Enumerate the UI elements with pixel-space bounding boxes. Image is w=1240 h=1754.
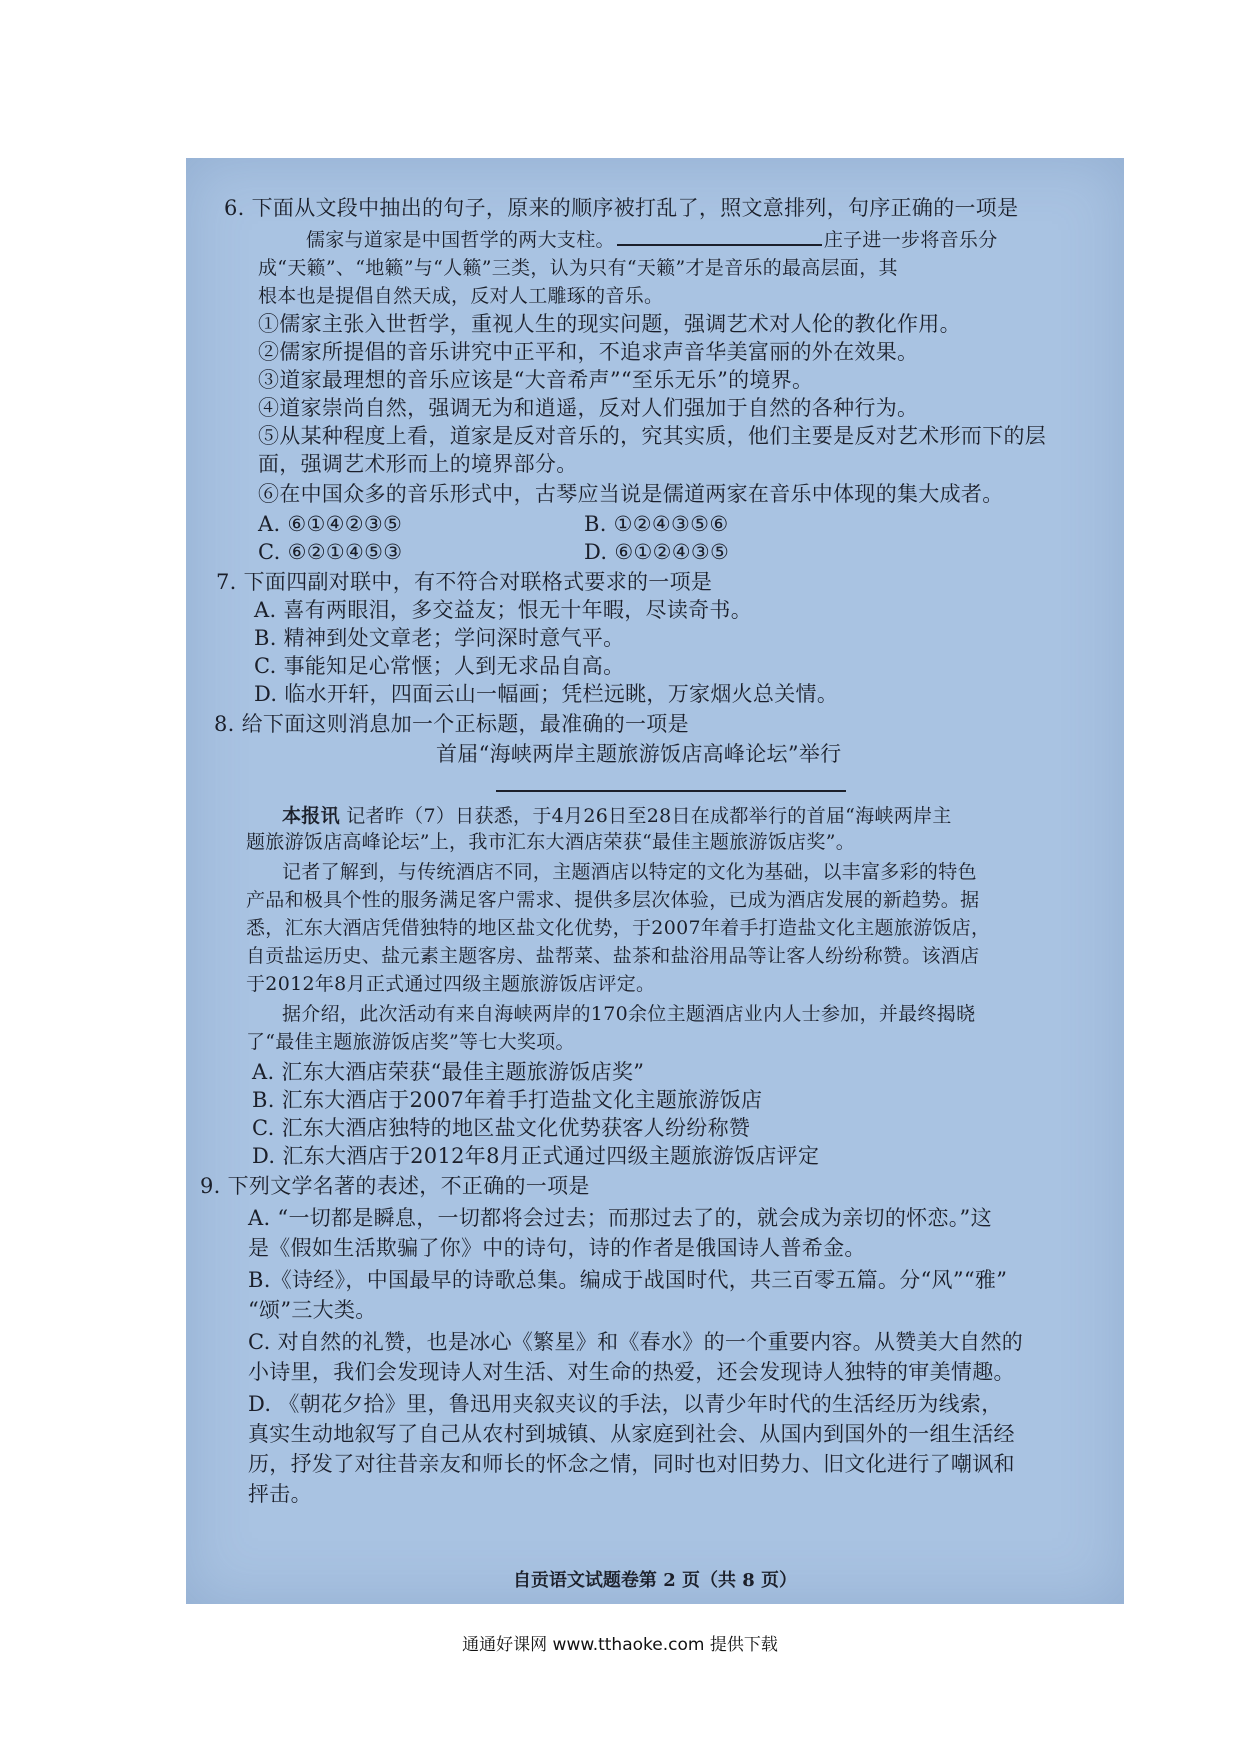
q9-option-d2: 真实生动地叙写了自己从农村到城镇、从家庭到社会、从国内到国外的一组生活经 bbox=[248, 1422, 1015, 1446]
q8-news-p3b: 了“最佳主题旅游饭店奖”等七大奖项。 bbox=[246, 1031, 575, 1053]
q6-option-b: B. ①②④③⑤⑥ bbox=[584, 512, 729, 536]
q6-answer-blank bbox=[617, 224, 822, 246]
q6-sentence-4: ④道家崇尚自然，强调无为和逍遥，反对人们强加于自然的各种行为。 bbox=[258, 396, 919, 420]
q9-option-d3: 历，抒发了对往昔亲友和师长的怀念之情，同时也对旧势力、旧文化进行了嘲讽和 bbox=[248, 1452, 1015, 1476]
exam-sheet bbox=[186, 158, 1124, 1604]
q9-option-c1: C. 对自然的礼赞，也是冰心《繁星》和《春水》的一个重要内容。从赞美大自然的 bbox=[248, 1330, 1024, 1354]
q6-option-c: C. ⑥②①④⑤③ bbox=[258, 540, 403, 564]
q6-passage-a: 儒家与道家是中国哲学的两大支柱。 bbox=[306, 229, 615, 251]
q6-sentence-6: ⑥在中国众多的音乐形式中，古琴应当说是儒道两家在音乐中体现的集大成者。 bbox=[258, 482, 1004, 506]
q8-title-blank bbox=[496, 790, 846, 792]
q6-option-a: A. ⑥①④②③⑤ bbox=[258, 512, 403, 536]
q9-option-a1: A. “一切都是瞬息，一切都将会过去；而那过去了的，就会成为亲切的怀恋。”这 bbox=[248, 1206, 992, 1230]
q6-sentence-2: ②儒家所提倡的音乐讲究中正平和，不追求声音华美富丽的外在效果。 bbox=[258, 340, 919, 364]
q7-option-b: B. 精神到处文章老；学问深时意气平。 bbox=[254, 626, 625, 650]
q9-option-b1: B.《诗经》，中国最早的诗歌总集。编成于战国时代，共三百零五篇。分“风”“雅” bbox=[248, 1268, 1008, 1292]
q9-stem: 9. 下列文学名著的表述，不正确的一项是 bbox=[200, 1174, 590, 1198]
q6-passage-line2: 成“天籁”、“地籁”与“人籁”三类，认为只有“天籁”才是音乐的最高层面，其 bbox=[258, 257, 898, 279]
q6-sentence-1: ①儒家主张入世哲学，重视人生的现实问题，强调艺术对人伦的教化作用。 bbox=[258, 312, 961, 336]
q7-option-c: C. 事能知足心常惬；人到无求品自高。 bbox=[254, 654, 625, 678]
q6-sentence-3: ③道家最理想的音乐应该是“大音希声”“至乐无乐”的境界。 bbox=[258, 368, 814, 392]
q9-option-c2: 小诗里，我们会发现诗人对生活、对生命的热爱，还会发现诗人独特的审美情趣。 bbox=[248, 1360, 1015, 1384]
q7-stem: 7. 下面四副对联中，有不符合对联格式要求的一项是 bbox=[216, 570, 713, 594]
q9-option-d1: D. 《朝花夕拾》里，鲁迅用夹叙夹议的手法，以青少年时代的生活经历为线索， bbox=[248, 1392, 1003, 1416]
q8-news-p1a bbox=[282, 802, 952, 830]
q9-option-b2: “颂”三大类。 bbox=[248, 1298, 377, 1322]
q8-news-p3a: 据介绍，此次活动有来自海峡两岸的170余位主题酒店业内人士参加，并最终揭晓 bbox=[282, 1003, 976, 1025]
q6-option-d: D. ⑥①②④③⑤ bbox=[584, 540, 730, 564]
site-download-footer: 通通好课网 www.tthaoke.com 提供下载 bbox=[462, 1635, 778, 1655]
exam-content bbox=[186, 158, 1124, 1604]
q6-passage-line3: 根本也是提倡自然天成，反对人工雕琢的音乐。 bbox=[258, 285, 664, 307]
q8-news-p1b: 题旅游饭店高峰论坛”上，我市汇东大酒店荣获“最佳主题旅游饭店奖”。 bbox=[246, 831, 856, 853]
q7-option-a: A. 喜有两眼泪，多交益友；恨无十年暇，尽读奇书。 bbox=[254, 598, 753, 622]
q8-news-subtitle: 首届“海峡两岸主题旅游饭店高峰论坛”举行 bbox=[436, 742, 842, 766]
q8-option-b: B. 汇东大酒店于2007年着手打造盐文化主题旅游饭店 bbox=[252, 1088, 763, 1112]
q6-passage-line1 bbox=[306, 224, 998, 254]
q8-news-lead: 本报讯 bbox=[282, 805, 340, 827]
q8-option-c: C. 汇东大酒店独特的地区盐文化优势获客人纷纷称赞 bbox=[252, 1116, 751, 1140]
q8-news-p2a: 记者了解到，与传统酒店不同，主题酒店以特定的文化为基础，以丰富多彩的特色 bbox=[282, 861, 977, 883]
q8-news-p2b: 产品和极具个性的服务满足客户需求、提供多层次体验，已成为酒店发展的新趋势。据 bbox=[246, 889, 980, 911]
q7-option-d: D. 临水开轩，四面云山一幅画；凭栏远眺，万家烟火总关情。 bbox=[254, 682, 839, 706]
q8-news-p2d: 自贡盐运历史、盐元素主题客房、盐帮菜、盐茶和盐浴用品等让客人纷纷称赞。该酒店 bbox=[246, 945, 980, 967]
q6-stem: 6. 下面从文段中抽出的句子，原来的顺序被打乱了，照文意排列，句序正确的一项是 bbox=[224, 196, 1019, 220]
q8-option-d: D. 汇东大酒店于2012年8月正式通过四级主题旅游饭店评定 bbox=[252, 1144, 820, 1168]
sheet-page-footer: 自贡语文试题卷第 2 页（共 8 页） bbox=[512, 1570, 798, 1591]
q9-option-a2: 是《假如生活欺骗了你》中的诗句，诗的作者是俄国诗人普希金。 bbox=[248, 1236, 866, 1260]
q8-news-p1a-text: 记者昨（7）日获悉，于4月26日至28日在成都举行的首届“海峡两岸主 bbox=[346, 805, 952, 827]
q8-news-p2c: 悉，汇东大酒店凭借独特的地区盐文化优势，于2007年着手打造盐文化主题旅游饭店， bbox=[246, 917, 991, 939]
q6-sentence-5b: 面，强调艺术形而上的境界部分。 bbox=[258, 452, 578, 476]
q8-stem: 8. 给下面这则消息加一个正标题，最准确的一项是 bbox=[214, 712, 689, 736]
q9-option-d4: 抨击。 bbox=[248, 1482, 312, 1506]
q8-option-a: A. 汇东大酒店荣获“最佳主题旅游饭店奖” bbox=[252, 1060, 645, 1084]
q6-passage-b: 庄子进一步将音乐分 bbox=[823, 229, 998, 251]
q8-news-p2e: 于2012年8月正式通过四级主题旅游饭店评定。 bbox=[246, 973, 656, 995]
q6-sentence-5a: ⑤从某种程度上看，道家是反对音乐的，究其实质，他们主要是反对艺术形而下的层 bbox=[258, 424, 1047, 448]
